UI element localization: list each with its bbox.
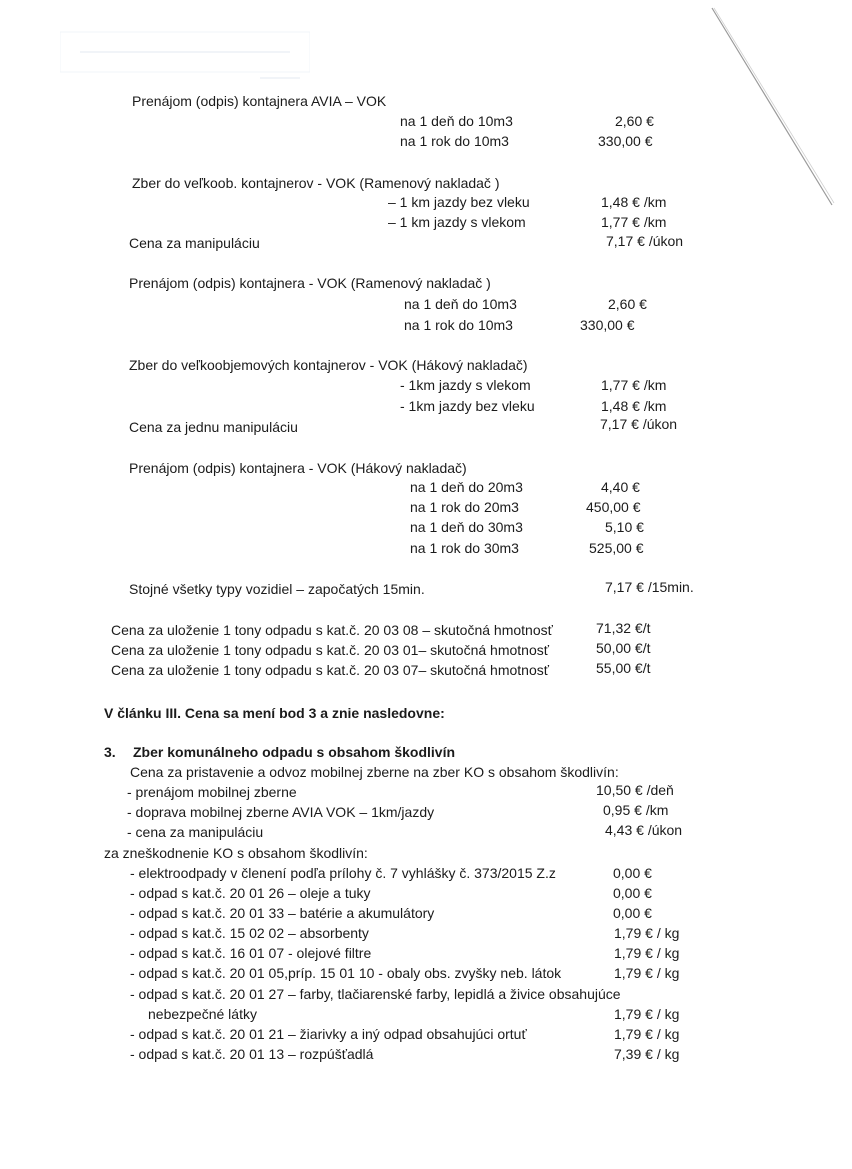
section-5-title: Prenájom (odpis) kontajnera - VOK (Hákový nakladač) bbox=[129, 460, 467, 476]
section-5-row-4-value: 525,00 € bbox=[589, 540, 644, 556]
section-5-row-3-label: na 1 deň do 30m3 bbox=[410, 519, 523, 535]
section-4-title: Zber do veľkoobjemových kontajnerov - VOK (Hákový nakladač) bbox=[129, 357, 528, 373]
section-4-manipulation-label: Cena za jednu manipuláciu bbox=[129, 419, 298, 435]
section-3-intro: Cena za pristavenie a odvoz mobilnej zberne na zber KO s obsahom škodlivín: bbox=[130, 764, 619, 780]
disposal-item-8-value: 1,79 € / kg bbox=[614, 1006, 680, 1022]
section-1-row-2-label: na 1 rok do 10m3 bbox=[400, 133, 509, 149]
disposal-item-9-value: 1,79 € / kg bbox=[614, 1026, 680, 1042]
disposal-item-7-label: - odpad s kat.č. 20 01 27 – farby, tlačiarenské farby, lepidlá a živice obsahujúce bbox=[130, 986, 621, 1002]
section-4-manipulation-value: 7,17 € /úkon bbox=[600, 416, 678, 432]
section-1-row-1-value: 2,60 € bbox=[615, 113, 654, 129]
disposal-item-5-value: 1,79 € / kg bbox=[614, 945, 680, 961]
section-5-row-2-value: 450,00 € bbox=[586, 499, 641, 515]
section-4-row-1-value: 1,77 € /km bbox=[601, 377, 667, 393]
section-1-row-1-label: na 1 deň do 10m3 bbox=[400, 113, 513, 129]
ulozenie-row-2-value: 50,00 €/t bbox=[596, 640, 651, 656]
section-4-row-2-label: - 1km jazdy bez vleku bbox=[400, 398, 535, 414]
section-4-row-2-value: 1,48 € /km bbox=[601, 398, 667, 414]
ulozenie-row-2-label: Cena za uloženie 1 tony odpadu s kat.č. 20 03 01– skutočná hmotnosť bbox=[111, 642, 549, 658]
mobile-item-3-value: 4,43 € /úkon bbox=[605, 822, 683, 838]
disposal-item-3-value: 0,00 € bbox=[613, 905, 652, 921]
section-5-row-1-label: na 1 deň do 20m3 bbox=[410, 479, 523, 495]
section-5-row-4-label: na 1 rok do 30m3 bbox=[410, 540, 519, 556]
disposal-item-4-value: 1,79 € / kg bbox=[614, 925, 680, 941]
section-1-row-2-value: 330,00 € bbox=[598, 133, 653, 149]
section-2-manipulation-label: Cena za manipuláciu bbox=[129, 235, 260, 251]
ulozenie-row-1-label: Cena za uloženie 1 tony odpadu s kat.č. 20 03 08 – skutočná hmotnosť bbox=[111, 622, 553, 638]
disposal-item-9-label: - odpad s kat.č. 20 01 21 – žiarivky a iný odpad obsahujúci ortuť bbox=[130, 1026, 527, 1042]
section-5-row-3-value: 5,10 € bbox=[605, 519, 644, 535]
section-2-row-2-value: 1,77 € /km bbox=[601, 214, 667, 230]
article-heading: V článku III. Cena sa mení bod 3 a znie nasledovne: bbox=[104, 705, 445, 721]
section-3-row-1-value: 2,60 € bbox=[608, 296, 647, 312]
section-5-row-2-label: na 1 rok do 20m3 bbox=[410, 499, 519, 515]
section-2-manipulation-value: 7,17 € /úkon bbox=[606, 233, 684, 249]
stojne-label: Stojné všetky typy vozidiel – započatých 15min. bbox=[129, 581, 425, 597]
disposal-intro: za zneškodnenie KO s obsahom škodlivín: bbox=[104, 845, 368, 861]
disposal-item-4-label: - odpad s kat.č. 15 02 02 – absorbenty bbox=[130, 925, 369, 941]
disposal-item-2-label: - odpad s kat.č. 20 01 26 – oleje a tuky bbox=[130, 885, 371, 901]
section-3-title: Prenájom (odpis) kontajnera - VOK (Ramenový nakladač ) bbox=[129, 275, 491, 291]
disposal-item-10-value: 7,39 € / kg bbox=[614, 1046, 680, 1062]
section-1-title: Prenájom (odpis) kontajnera AVIA – VOK bbox=[132, 93, 387, 109]
mobile-item-3-label: - cena za manipuláciu bbox=[127, 824, 264, 840]
mobile-item-2-value: 0,95 € /km bbox=[603, 802, 669, 818]
section-5-row-1-value: 4,40 € bbox=[601, 479, 640, 495]
disposal-item-6-value: 1,79 € / kg bbox=[614, 965, 680, 981]
ulozenie-row-1-value: 71,32 €/t bbox=[596, 620, 651, 636]
disposal-item-1-value: 0,00 € bbox=[613, 865, 652, 881]
section-4-row-1-label: - 1km jazdy s vlekom bbox=[400, 377, 531, 393]
section-3-row-1-label: na 1 deň do 10m3 bbox=[404, 296, 517, 312]
section-2-title: Zber do veľkoob. kontajnerov - VOK (Ramenový nakladač ) bbox=[132, 175, 500, 191]
disposal-item-3-label: - odpad s kat.č. 20 01 33 – batérie a akumulátory bbox=[130, 905, 435, 921]
ulozenie-row-3-value: 55,00 €/t bbox=[596, 660, 651, 676]
mobile-item-2-label: - doprava mobilnej zberne AVIA VOK – 1km/jazdy bbox=[127, 804, 435, 820]
disposal-item-5-label: - odpad s kat.č. 16 01 07 - olejové filtre bbox=[130, 945, 372, 961]
ulozenie-row-3-label: Cena za uloženie 1 tony odpadu s kat.č. 20 03 07– skutočná hmotnosť bbox=[111, 662, 549, 678]
section-3-heading: Zber komunálneho odpadu s obsahom škodlivín bbox=[133, 744, 456, 760]
section-2-row-1-value: 1,48 € /km bbox=[601, 194, 667, 210]
mobile-item-1-value: 10,50 € /deň bbox=[596, 782, 674, 798]
disposal-item-1-label: - elektroodpady v členení podľa prílohy č. 7 vyhlášky č. 373/2015 Z.z bbox=[130, 865, 556, 881]
mobile-item-1-label: - prenájom mobilnej zberne bbox=[127, 784, 297, 800]
disposal-item-6-label: - odpad s kat.č. 20 01 05,príp. 15 01 10 - obaly obs. zvyšky neb. látok bbox=[130, 965, 562, 981]
section-2-row-2-label: – 1 km jazdy s vlekom bbox=[388, 214, 526, 230]
disposal-item-8-label: nebezpečné látky bbox=[148, 1006, 257, 1022]
section-3-number: 3. bbox=[104, 744, 116, 760]
section-3-row-2-label: na 1 rok do 10m3 bbox=[404, 317, 513, 333]
bleed-through-mark bbox=[60, 28, 310, 86]
stojne-value: 7,17 € /15min. bbox=[605, 579, 694, 595]
disposal-item-2-value: 0,00 € bbox=[613, 885, 652, 901]
section-2-row-1-label: – 1 km jazdy bez vleku bbox=[388, 194, 530, 210]
section-3-row-2-value: 330,00 € bbox=[580, 317, 635, 333]
disposal-item-10-label: - odpad s kat.č. 20 01 13 – rozpúšťadlá bbox=[130, 1046, 374, 1062]
